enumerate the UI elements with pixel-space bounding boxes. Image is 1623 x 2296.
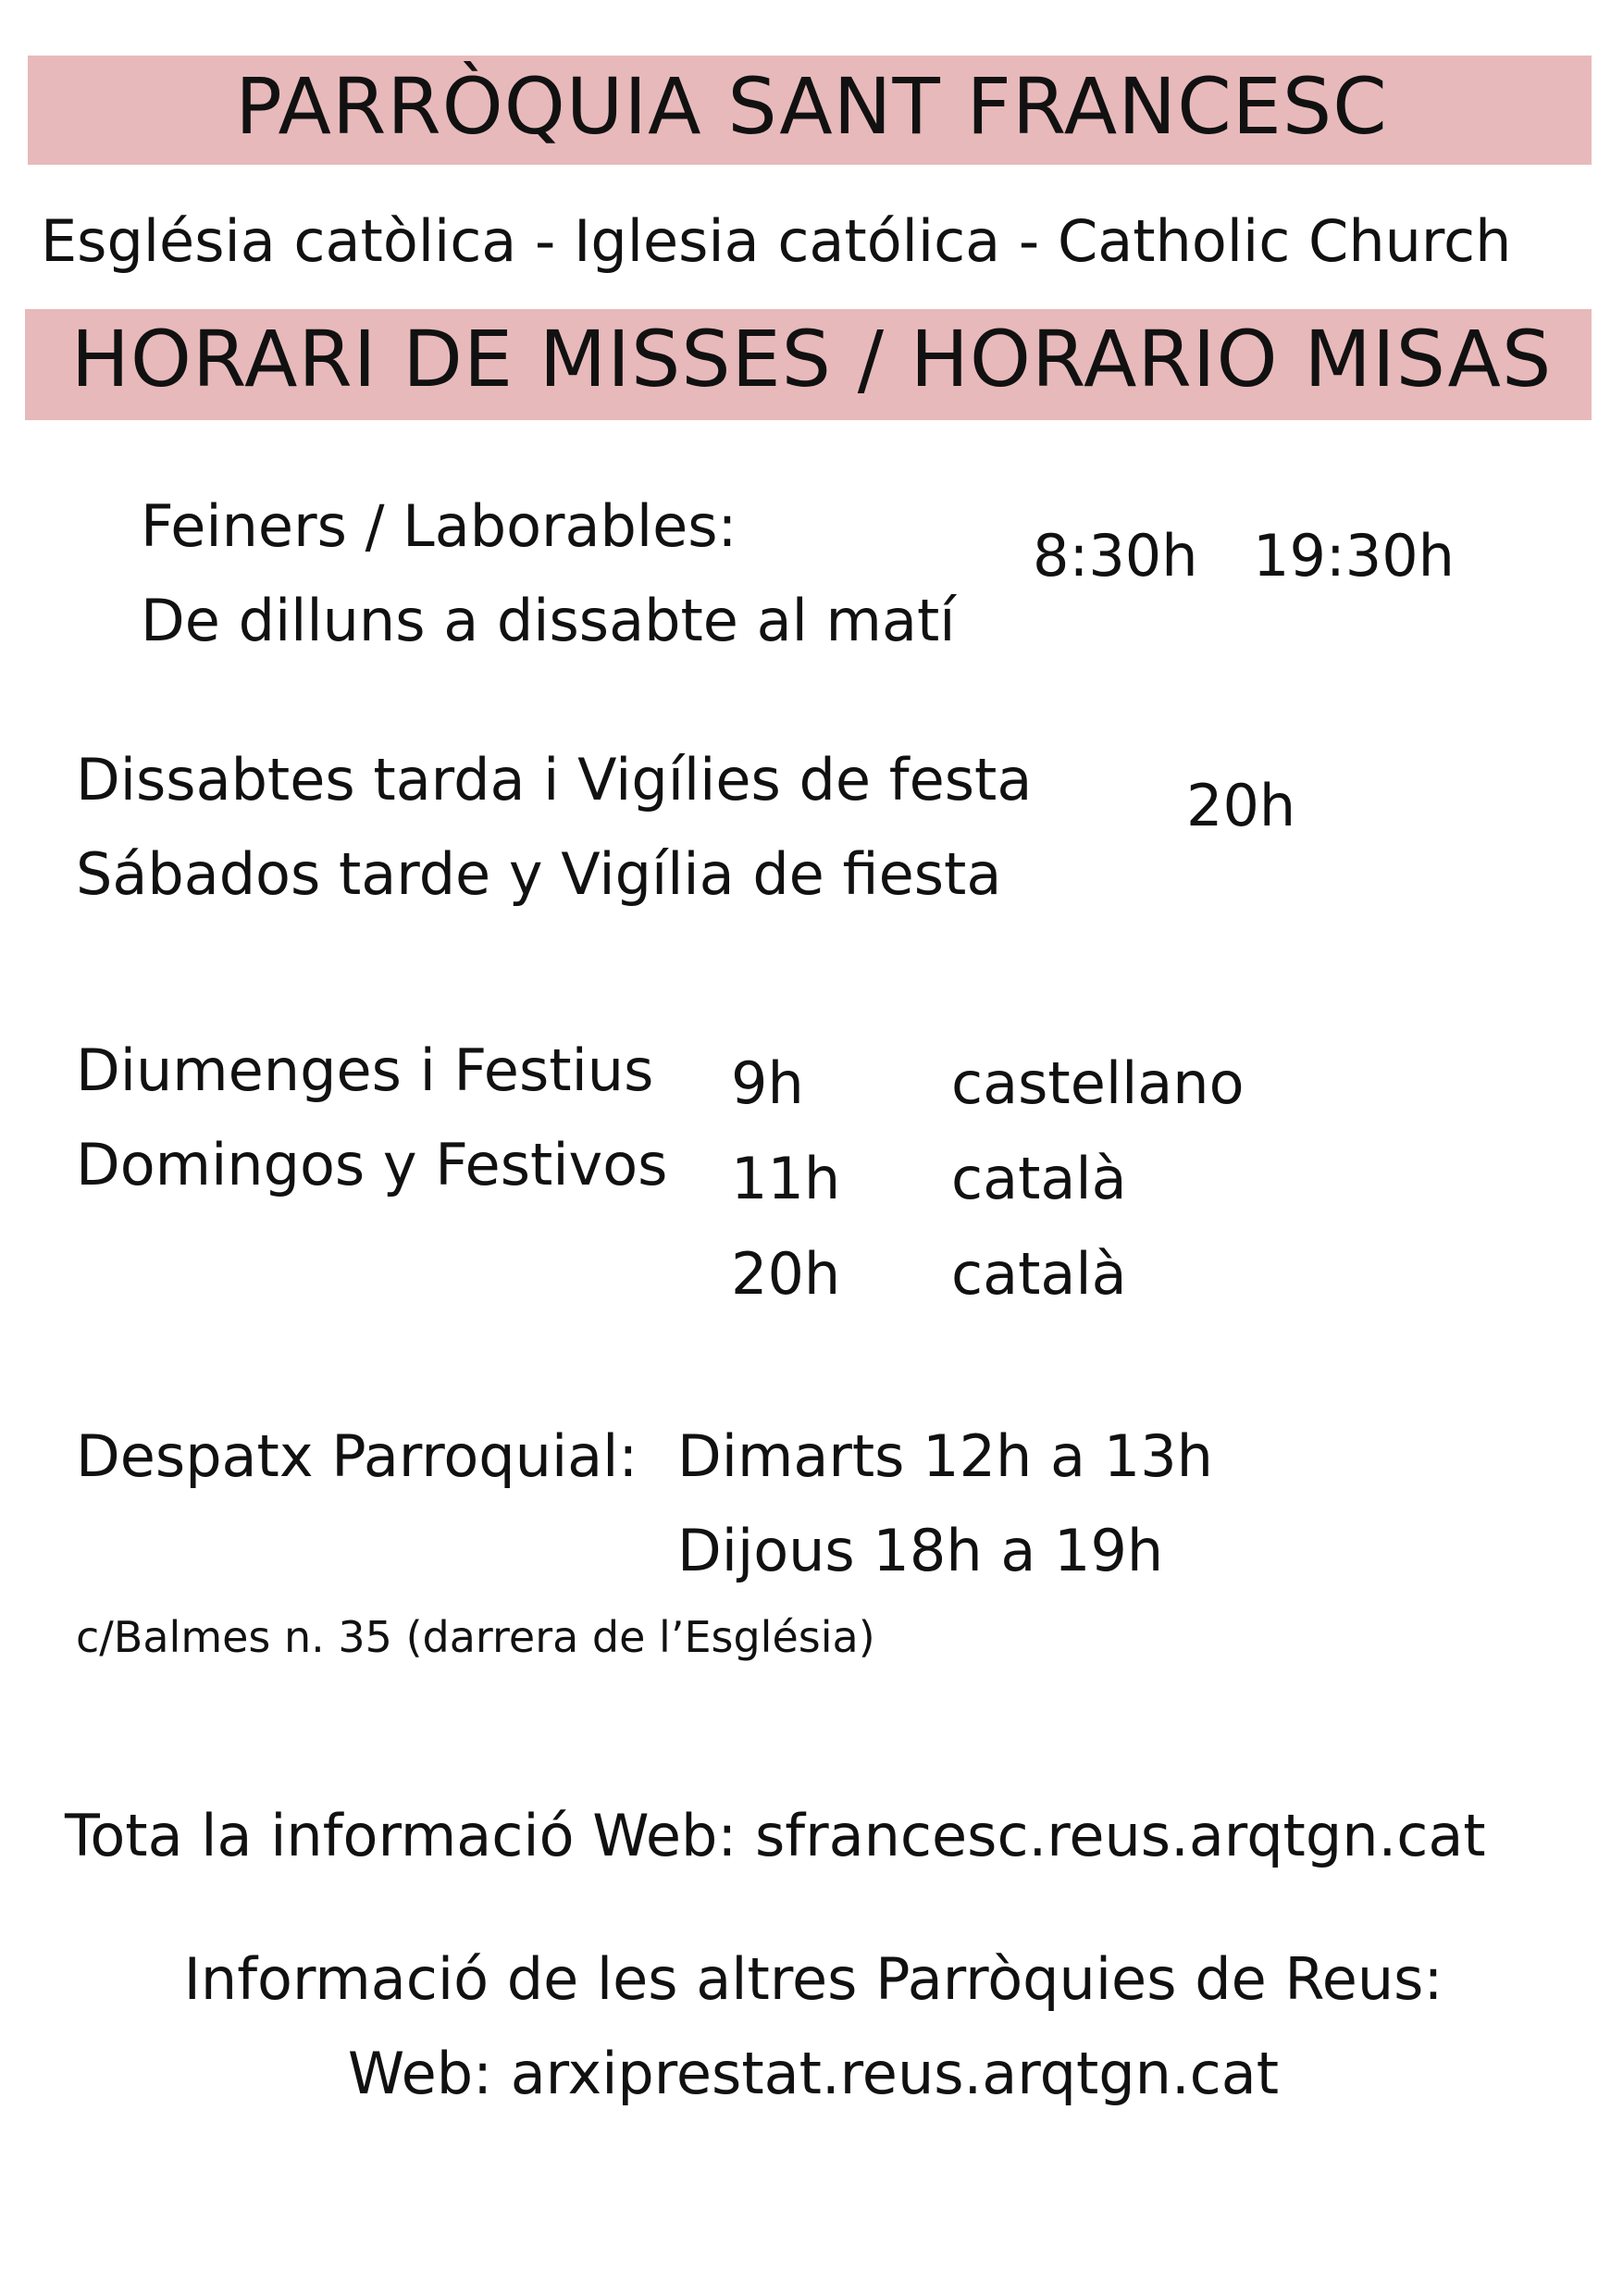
other-parishes-label: Informació de les altres Parròquies de Reus: [183,1945,1443,2013]
office-address: c/Balmes n. 35 (darrera de l’Església) [76,1612,875,1662]
church-subtitle: Església catòlica - Iglesia católica - Catholic Church [41,207,1512,275]
weekday-time-evening: 19:30h [1253,522,1455,590]
weekday-time-morning: 8:30h [1033,522,1198,590]
saturday-label-es: Sábados tarde y Vigília de fiesta [76,840,1002,908]
other-parishes-web: Web: arxiprestat.reus.arqtgn.cat [347,2040,1280,2107]
sunday-mass-language: castellano [951,1049,1245,1117]
page-title: PARRÒQUIA SANT FRANCESC [235,61,1388,152]
office-hours-tuesday: Dimarts 12h a 13h [677,1422,1213,1490]
saturday-time: 20h [1186,772,1296,839]
web-info-line: Tota la informació Web: sfrancesc.reus.arqtgn.cat [65,1802,1486,1869]
sunday-mass-language: català [951,1145,1127,1212]
schedule-title: HORARI DE MISSES / HORARIO MISAS [70,314,1553,404]
sunday-mass-time: 20h [731,1240,841,1308]
weekdays-label: Feiners / Laborables: [141,492,737,560]
sunday-mass-language: català [951,1240,1127,1308]
saturday-label-ca: Dissabtes tarda i Vigílies de festa [76,746,1033,813]
office-label: Despatx Parroquial: [76,1422,638,1490]
sunday-mass-time: 9h [731,1049,804,1117]
office-hours-thursday: Dijous 18h a 19h [677,1517,1164,1584]
weekdays-detail: De dilluns a dissabte al matí [141,587,956,654]
sunday-label-es: Domingos y Festivos [76,1131,668,1198]
sunday-mass-time: 11h [731,1145,841,1212]
sunday-label-ca: Diumenges i Festius [76,1036,654,1104]
